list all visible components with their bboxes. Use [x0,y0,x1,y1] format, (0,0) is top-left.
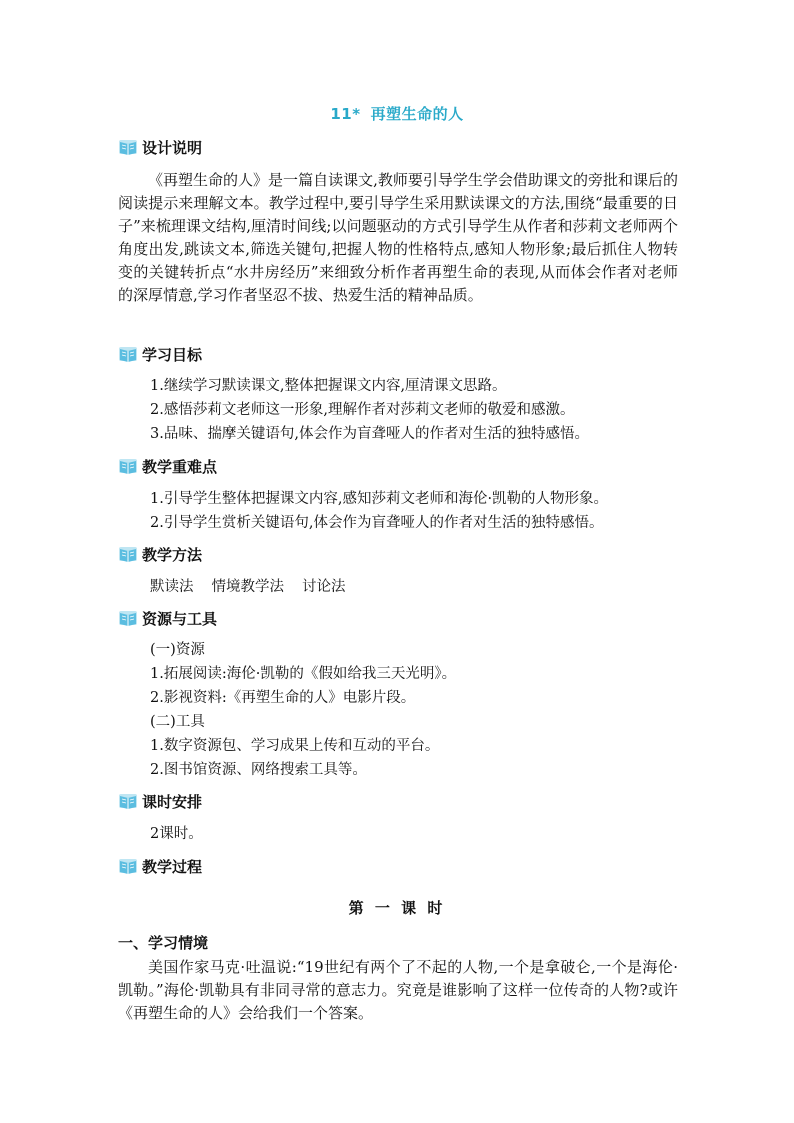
keypoint-item: 2.引导学生赏析关键语句,体会作为盲聋哑人的作者对生活的独特感悟。 [150,515,604,531]
section-label: 教学方法 [142,545,203,564]
book-icon [118,137,138,157]
resource-line: 2.图书馆资源、网络搜索工具等。 [150,762,367,778]
goal-item: 3.品味、揣摩关键语句,体会作为盲聋哑人的作者对生活的独特感悟。 [150,426,589,442]
subsection-heading: 一、学习情境 [118,934,209,952]
book-icon [118,544,138,564]
keypoint-item: 1.引导学生整体把握课文内容,感知莎莉文老师和海伦·凯勒的人物形象。 [150,491,609,507]
resource-line: 1.拓展阅读:海伦·凯勒的《假如给我三天光明》。 [150,666,457,682]
resource-line: (二)工具 [150,714,205,730]
section-label: 学习目标 [142,345,203,364]
section-heading-resources [118,607,217,629]
book-icon [118,791,138,811]
method-item: 默读法 [150,579,194,595]
method-item: 讨论法 [302,579,346,595]
section-heading-schedule [118,790,202,812]
section-label: 课时安排 [142,792,203,811]
lesson-heading: 第 一 课 时 [348,899,446,917]
book-icon [118,608,138,628]
resource-line: 2.影视资料:《再塑生命的人》电影片段。 [150,690,416,706]
method-item: 情境教学法 [211,579,284,595]
schedule-text: 2课时。 [150,826,203,842]
section-heading-goals [118,343,202,365]
book-icon [118,344,138,364]
design-paragraph: 《再塑生命的人》是一篇自读课文,教师要引导学生学会借助课文的旁批和课后的阅读提示来理解文本。教学过程中,要引导学生采用默读课文的方法,围绕“最重要的日子”来梳理课文结构,厘清时间线;以问题驱动的方式引导学生从作者和莎莉文老师两个角度出发,跳读文本,筛选关键句,把握人物的性格特点,感知人物形象;最后抓住人物转变的关键转折点“水井房经历”来细致分析作者再塑生命的表现,从而体会作者对老师的深厚情意,学习作者坚忍不拔、热爱生活的精神品质。 [118,171,678,304]
lesson-number: 11* [330,105,361,123]
lesson-title: 再塑生命的人 [370,105,464,123]
page-title [0,103,794,124]
section-heading-keypoints [118,455,217,477]
methods-line [150,577,364,597]
lesson-paragraph: 美国作家马克·吐温说:“19世纪有两个了不起的人物,一个是拿破仑,一个是海伦·凯勒。”海伦·凯勒具有非同寻常的意志力。究竟是谁影响了这样一位传奇的人物?或许《再塑生命的人》会给我们一个答案。 [118,958,678,1022]
section-heading-design [118,136,202,158]
resource-line: 1.数字资源包、学习成果上传和互动的平台。 [150,738,440,754]
book-icon [118,856,138,876]
goal-item: 2.感悟莎莉文老师这一形象,理解作者对莎莉文老师的敬爱和感激。 [150,402,575,418]
section-label: 设计说明 [142,138,203,157]
section-label: 教学重难点 [142,457,218,476]
resource-line: (一)资源 [150,642,205,658]
section-label: 资源与工具 [142,609,218,628]
section-heading-process [118,855,202,877]
book-icon [118,456,138,476]
goal-item: 1.继续学习默读课文,整体把握课文内容,厘清课文思路。 [150,378,507,394]
section-heading-methods [118,543,202,565]
section-label: 教学过程 [142,857,203,876]
